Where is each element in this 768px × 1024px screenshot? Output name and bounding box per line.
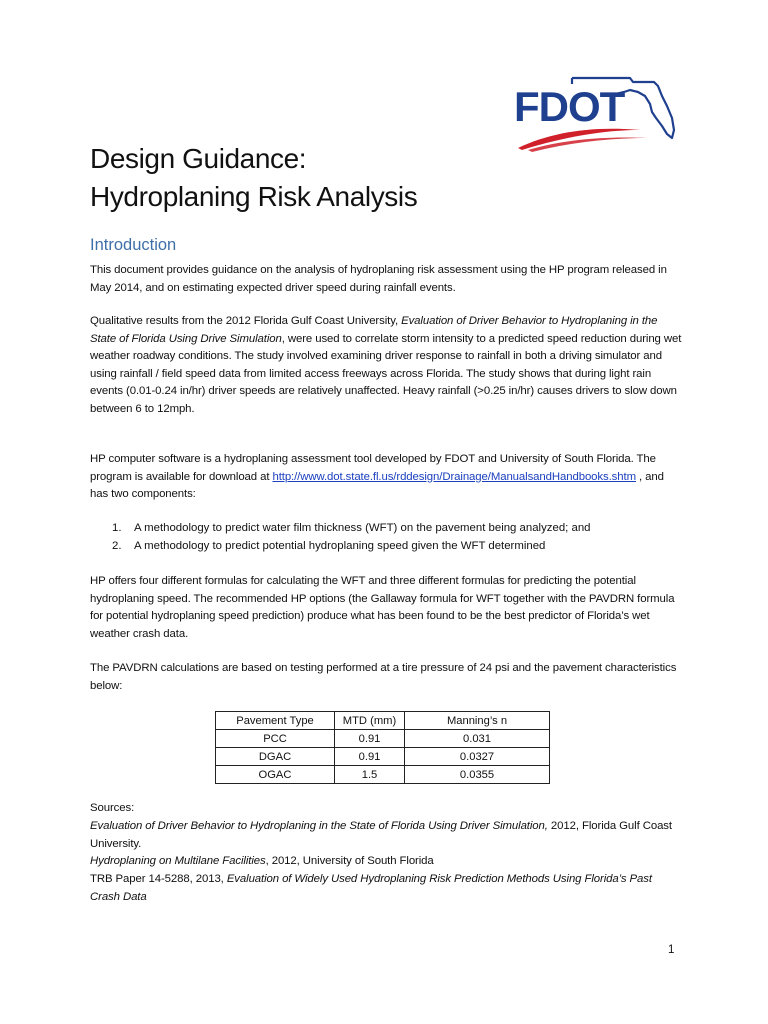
table-cell: OGAC <box>216 766 335 784</box>
paragraph-2-study-title: Evaluation of Driver Behavior to Hydroplaning in the State of Florida Using Drive Simulation <box>90 315 658 345</box>
source-3 <box>90 871 684 906</box>
introduction-heading: Introduction <box>90 236 177 254</box>
table-header: MTD (mm) <box>335 712 405 730</box>
list-number: 1. <box>112 522 122 534</box>
list-item <box>112 538 682 556</box>
source-1 <box>90 818 684 853</box>
table-cell: PCC <box>216 730 335 748</box>
table-header: Manning’s n <box>405 712 550 730</box>
paragraph-2 <box>90 313 684 419</box>
source-2 <box>90 853 684 871</box>
paragraph-3 <box>90 451 684 504</box>
table-row <box>216 766 550 784</box>
list-text: A methodology to predict potential hydroplaning speed given the WFT determined <box>134 540 546 552</box>
paragraph-2-prefix: Qualitative results from the 2012 Florida Gulf Coast University, <box>90 315 402 327</box>
list-number: 2. <box>112 540 122 552</box>
table-cell: 0.0355 <box>405 766 550 784</box>
list-item <box>112 520 682 538</box>
paragraph-4: HP offers four different formulas for calculating the WFT and three different formulas for predicting the potential hydroplaning speed. The recommended HP options (the Gallaway formula for WFT together with the PAVDRN formula for potential hydroplaning speed prediction) produce what has been found to be the best predictor of Florida’s wet weather crash data. <box>90 575 675 640</box>
source-1-title: Evaluation of Driver Behavior to Hydroplaning in the State of Florida Using Driver Simulation, <box>90 820 548 832</box>
source-2-rest: , 2012, University of South Florida <box>265 855 434 867</box>
table-row <box>216 748 550 766</box>
source-3-prefix: TRB Paper 14-5288, 2013, <box>90 873 227 885</box>
table-header: Pavement Type <box>216 712 335 730</box>
table-cell: DGAC <box>216 748 335 766</box>
source-3-title: Evaluation of Widely Used Hydroplaning Risk Prediction Methods Using Florida’s Past Crash Data <box>90 873 652 903</box>
paragraph-1: This document provides guidance on the analysis of hydroplaning risk assessment using the HP program released in May 2014, and on estimating expected driver speed during rainfall events. <box>90 264 667 294</box>
source-2-title: Hydroplaning on Multilane Facilities <box>90 855 266 867</box>
source-1-rest: 2012, Florida Gulf Coast University. <box>90 820 672 850</box>
table-header-row <box>216 712 550 730</box>
paragraph-3-prefix: HP computer software is a hydroplaning assessment tool developed by FDOT and University of South Florida. The program is available for download at <box>90 453 656 483</box>
table-cell: 0.91 <box>335 748 405 766</box>
page-number: 1 <box>668 944 675 956</box>
table-row <box>216 730 550 748</box>
table-cell: 1.5 <box>335 766 405 784</box>
logo-text: FDOT <box>514 83 625 130</box>
title-line-2: Hydroplaning Risk Analysis <box>90 181 418 212</box>
title-line-1: Design Guidance: <box>90 143 307 174</box>
pavement-table <box>215 711 550 784</box>
table-cell: 0.91 <box>335 730 405 748</box>
paragraph-2-suffix: , were used to correlate storm intensity to a predicted speed reduction during wet weather roadway conditions. The study involved examining driver response to rainfall in both a driving simulator and using rainfall / field speed data from limited access freeways across Florida. The study shows that during light rain events (0.01-0.24 in/hr) driver speeds are relatively unaffected. Heavy rainfall (>0.25 in/hr) causes drivers to slow down between 6 to 12mph. <box>90 332 682 415</box>
fdot-logo <box>512 72 678 154</box>
table-cell: 0.0327 <box>405 748 550 766</box>
download-link[interactable]: http://www.dot.state.fl.us/rddesign/Drainage/ManualsandHandbooks.shtm <box>272 470 636 483</box>
table-cell: 0.031 <box>405 730 550 748</box>
list-text: A methodology to predict water film thickness (WFT) on the pavement being analyzed; and <box>134 522 591 534</box>
page-title <box>90 140 510 216</box>
sources-label: Sources: <box>90 802 135 814</box>
paragraph-3-suffix: , and has two components: <box>90 470 664 501</box>
paragraph-5: The PAVDRN calculations are based on testing performed at a tire pressure of 24 psi and the pavement characteristics below: <box>90 662 677 692</box>
